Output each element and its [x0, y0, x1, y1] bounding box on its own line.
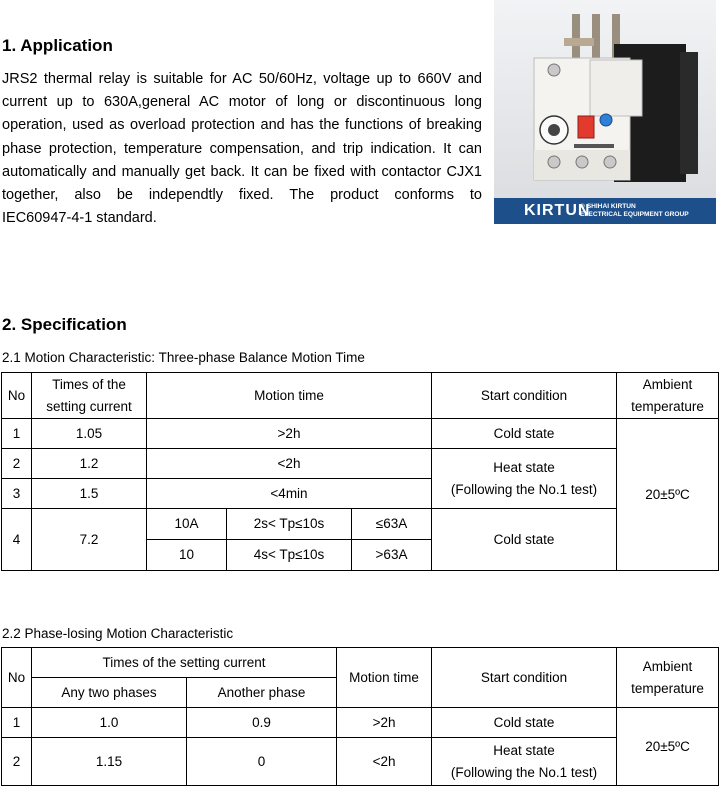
- cell-any-two: 1.15: [32, 738, 187, 786]
- cell-no: 3: [2, 479, 32, 509]
- cell-another: 0.9: [187, 708, 337, 738]
- cell-no: 1: [2, 419, 32, 449]
- paragraph-line: phase protection, temperature compensation, and trip indication. It can: [2, 140, 482, 157]
- specification-heading: 2. Specification: [2, 315, 127, 334]
- cell-tp: 4s< Tp≤10s: [227, 540, 352, 571]
- cell-range: ≤63A: [352, 509, 432, 540]
- cell-current: 10A: [147, 509, 227, 540]
- paragraph-line: IEC60947-4-1 standard.: [2, 210, 157, 227]
- cell-any-two: 1.0: [32, 708, 187, 738]
- cell-start: Cold state: [432, 419, 617, 449]
- cell-times: 1.5: [32, 479, 147, 509]
- header-motion-time: Motion time: [147, 373, 432, 419]
- brand-line: ELECTRICAL EQUIPMENT GROUP: [580, 211, 689, 218]
- table-row: [2, 708, 719, 738]
- header-ambient: Ambient temperature: [617, 648, 719, 708]
- cell-motion: >2h: [147, 419, 432, 449]
- header-no: No: [2, 648, 32, 708]
- cell-another: 0: [187, 738, 337, 786]
- cell-tp: 2s< Tp≤10s: [227, 509, 352, 540]
- paragraph-line: JRS2 thermal relay is suitable for AC 50/60Hz, voltage up to 660V and: [2, 71, 482, 87]
- brand-logo: KIRTUN: [524, 202, 591, 219]
- table-row: [2, 419, 719, 449]
- table-header-row: [2, 648, 719, 678]
- cell-times: 1.2: [32, 449, 147, 479]
- brand-bar: [494, 198, 716, 224]
- header-start-condition: Start condition: [432, 373, 617, 419]
- cell-no: 1: [2, 708, 32, 738]
- cell-no: 4: [2, 509, 32, 571]
- paragraph-line: current up to 630A,general AC motor of long or discontinuous long: [2, 94, 482, 111]
- cell-start: Cold state: [432, 708, 617, 738]
- header-times: Times of the setting current: [32, 373, 147, 419]
- cell-start: Heat state (Following the No.1 test): [432, 449, 617, 509]
- paragraph-line: operation, used as overload protection and has the functions of breaking: [2, 117, 482, 134]
- cell-motion: <2h: [147, 449, 432, 479]
- table-row: [2, 509, 719, 540]
- cell-current: 10: [147, 540, 227, 571]
- table-row: [2, 738, 719, 786]
- brand-text: [580, 203, 689, 219]
- cell-range: >63A: [352, 540, 432, 571]
- cell-ambient: 20±5ºC: [617, 419, 719, 571]
- three-phase-balance-table: [1, 372, 719, 571]
- header-start-condition: Start condition: [432, 648, 617, 708]
- header-ambient: Ambient temperature: [617, 373, 719, 419]
- application-paragraph: [2, 68, 482, 230]
- cell-no: 2: [2, 449, 32, 479]
- table1-caption: 2.1 Motion Characteristic: Three-phase Balance Motion Time: [2, 350, 365, 365]
- table-row: [2, 449, 719, 479]
- header-another-phase: Another phase: [187, 678, 337, 708]
- header-any-two-phases: Any two phases: [32, 678, 187, 708]
- cell-start: Cold state: [432, 509, 617, 571]
- header-times: Times of the setting current: [32, 648, 337, 678]
- cell-motion: >2h: [337, 708, 432, 738]
- cell-times: 7.2: [32, 509, 147, 571]
- thermal-relay-illustration: [494, 0, 716, 198]
- table-header-row: [2, 373, 719, 419]
- cell-start: Heat state (Following the No.1 test): [432, 738, 617, 786]
- cell-motion: <4min: [147, 479, 432, 509]
- cell-motion: <2h: [337, 738, 432, 786]
- application-heading: 1. Application: [2, 36, 113, 55]
- header-no: No: [2, 373, 32, 419]
- brand-line: ® SHIHAI KIRTUN: [580, 203, 636, 210]
- cell-no: 2: [2, 738, 32, 786]
- table2-caption: 2.2 Phase-losing Motion Characteristic: [2, 626, 234, 641]
- phase-losing-table: [1, 647, 719, 786]
- product-image: [494, 0, 716, 224]
- header-motion-time: Motion time: [337, 648, 432, 708]
- paragraph-line: together, also be independtly fixed. The product conforms to: [2, 187, 482, 204]
- paragraph-line: automatically and manually get back. It can be fixed with contactor CJX1: [2, 163, 482, 180]
- cell-times: 1.05: [32, 419, 147, 449]
- cell-ambient: 20±5ºC: [617, 708, 719, 786]
